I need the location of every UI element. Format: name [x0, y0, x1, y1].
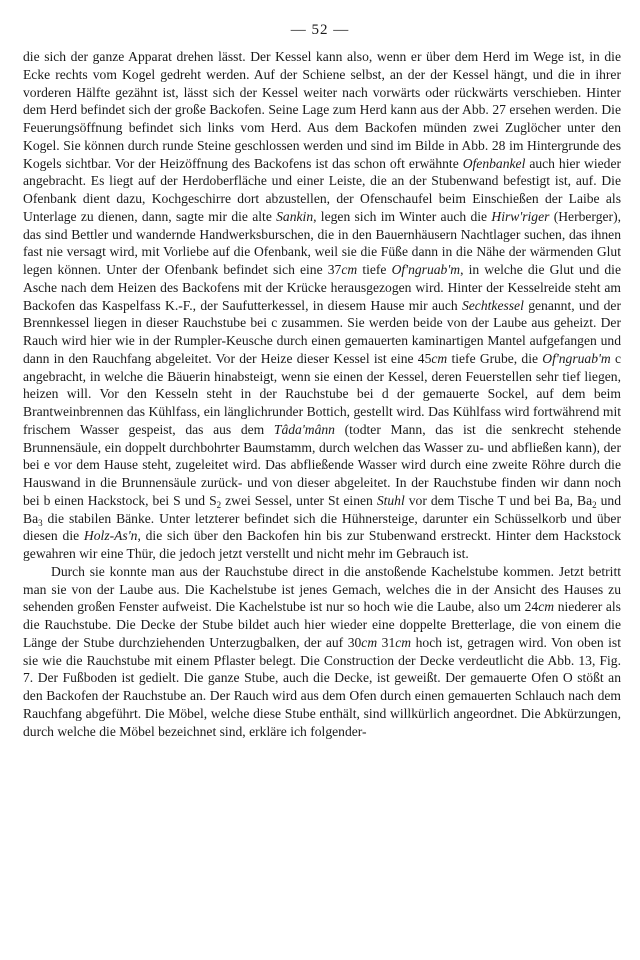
text-segment: tiefe [357, 262, 392, 277]
text-segment: (todter Mann, das ist die senkrecht stehende Brunnensäule, ein doppelt durchbohrter Baumstamm, durch welchen das Wasser zu- und abfließen kann), der bei e vor dem Hause steht, zugeleitet wird. Das abfließende Wasser wird durch eine zweite Röhre durch die Hauswand in die Brunnensäule zurück- und von dieser abgeleitet. In der Rauchstube finden wir dann noch bei b einen Hackstock, bei S und S [23, 421, 621, 508]
italic-term: Of'ngruab'm [391, 262, 461, 277]
text-segment: (Herberger), das sind Bettler und wandernde Handwerksburschen, die in den Bauernhäusern Nachtlager suchen, das ihnen fast nie versagt wird, mit Vorliebe auf die Ofenbank, weil sie die Füße dann in die Nähe der wärmenden Glut legen können. Unter der Ofenbank befindet sich eine 37 [23, 208, 621, 277]
text-segment: vor dem Tische T und bei Ba, Ba [404, 492, 593, 508]
italic-term: Stuhl [376, 492, 405, 508]
italic-unit: cm [341, 262, 358, 277]
italic-term: Tâda'mânn [273, 421, 335, 437]
page-number: — 52 — [290, 22, 350, 38]
italic-term: Sechtkessel [461, 297, 524, 313]
text-segment: c angebracht, in welche die Bäuerin hinabsteigt, wenn sie einen der Kessel, deren Feuerstellen sehr tief liegen, heizen will. Vor den Kesseln steht in der Rauchstube bei d der gemauerte Sockel, auf dem beim Brantweinbrennen das Kühlfass, ein länglichrunder Bottich, gestellt wird. Das Kühlfass wird fortwährend mit frischem Wasser gespeist, das aus dem [23, 350, 622, 437]
paragraph-1 [23, 48, 621, 563]
italic-term: Hirw'riger [491, 208, 550, 224]
subscript: 3 [38, 517, 43, 528]
italic-term: Ofenbankel [462, 155, 526, 171]
text-segment: Durch sie konnte man aus der Rauchstube direct in die anstoßende Kachelstube kommen. Jetzt betritt man sie von der Laube aus. Die Kachelstube ist jenes Gemach, welches die in der Ansicht des Hauses zu sehenden großen Fenster aufweist. Die Kachelstube ist nur so hoch wie die Laube, also um 24 [23, 563, 621, 615]
italic-term: Sankin [276, 208, 314, 224]
text-segment: die stabilen Bänke. Unter letzterer befindet sich die Hühnersteige, darunter ein Schüsselkorb und über diesen die [23, 510, 621, 544]
italic-term: Of'ngruab'm [542, 350, 611, 366]
body-text [23, 48, 621, 740]
text-segment: , die sich über den Backofen hin bis zur Stubenwand erstreckt. Hinter dem Hackstock gewahren wir eine Thür, die jedoch jetzt verstellt und nicht mehr im Gebrauch ist. [23, 528, 621, 561]
italic-unit: cm [538, 599, 555, 615]
italic-unit: cm [431, 350, 448, 366]
italic-unit: cm [395, 634, 412, 650]
text-segment: hoch ist, getragen wird. Von oben ist sie wie die Rauchstube mit einem Pflaster belegt. Die Construction der Decke verdeutlicht die Abb. 13, Fig. 7. Der Fußboden ist gedielt. Die ganze Stube, auch die Decke, ist geweißt. Der gemauerte Ofen O stößt an den Backofen der Rauchstube an. Der Rauch wird aus dem Ofen durch einen gemauerten Schlauch nach dem Rauchfang abgeführt. Die Möbel, welche diese Stube enthält, sind willkürlich angeordnet. Die Abkürzungen, durch welche die Möbel bezeichnet sind, erkläre ich folgender- [23, 634, 621, 739]
text-segment: genannt, und der Brennkessel liegen in dieser Rauchstube bei c zusammen. Sie werden beide von der Laube aus geheizt. Der Rauch wird hier wie in der Rumpler-Keusche durch einen gemauerten kaminartigen Mantel aufgefangen und dann in den Rauchfang abgeleitet. Vor der Heize dieser Kessel ist eine 45 [23, 297, 621, 366]
text-segment: 31 [377, 634, 396, 650]
text-segment: tiefe Grube, die [447, 350, 543, 366]
subscript: 2 [592, 499, 597, 510]
text-segment: die sich der ganze Apparat drehen lässt. Der Kessel kann also, wenn er über dem Herd im Wege ist, in die Ecke rechts vom Kogel gedreht werden. Auf der Schiene selbst, an der der Kessel hängt, und die in ihrer vorderen Hälfte gezähnt ist, lässt sich der Kessel weiter nach vorwärts oder rückwärts verschieben. Hinter dem Herd befindet sich der große Backofen. Seine Lage zum Herd kann aus der Abb. 27 ersehen werden. Die Feuerungsöffnung befindet sich links vom Herd. Aus dem Backofen münden zwei Zuglöcher unter den Kogel. Sie können durch runde Steine geschlossen werden und sind im Bilde in Abb. 28 im Hintergrunde des Kogels sichtbar. Vor der Heizöffnung des Backofens ist das schon oft erwähnte [23, 49, 621, 171]
italic-unit: cm [361, 634, 378, 650]
text-segment: und Ba [23, 492, 621, 526]
text-segment: auch hier wieder angebracht. Es liegt auf der Herdoberfläche und einer Leiste, die an der Stubenwand befestigt ist, auf. Die Ofenbank dient dazu, Kochgeschirre dort abzustellen, der Ofenschaufel beim Einschießen der Laibe als Unterlage zu dienen, dann, sagte mir die alte [23, 155, 621, 224]
text-segment: zwei Sessel, unter St einen [221, 492, 377, 508]
text-segment: niederer als die Rauchstube. Die Decke der Stube bildet auch hier wieder eine doppelte Bretterlage, die von einem die Länge der Stube durchziehenden Unterzugbalken, der auf 30 [23, 599, 621, 650]
italic-term: Holz-As'n [83, 528, 138, 544]
paragraph-2 [23, 563, 621, 741]
text-segment: , legen sich im Winter auch die [313, 208, 492, 224]
subscript: 2 [216, 499, 222, 510]
text-segment: , in welche die Glut und die Asche nach dem Heizen des Backofens mit der Krücke herausgezogen wird. Hinter der Kesselreide steht am Backofen das Kaspelfass K.-F., der Saufutterkessel, in diesem Hause mir auch [23, 262, 621, 313]
